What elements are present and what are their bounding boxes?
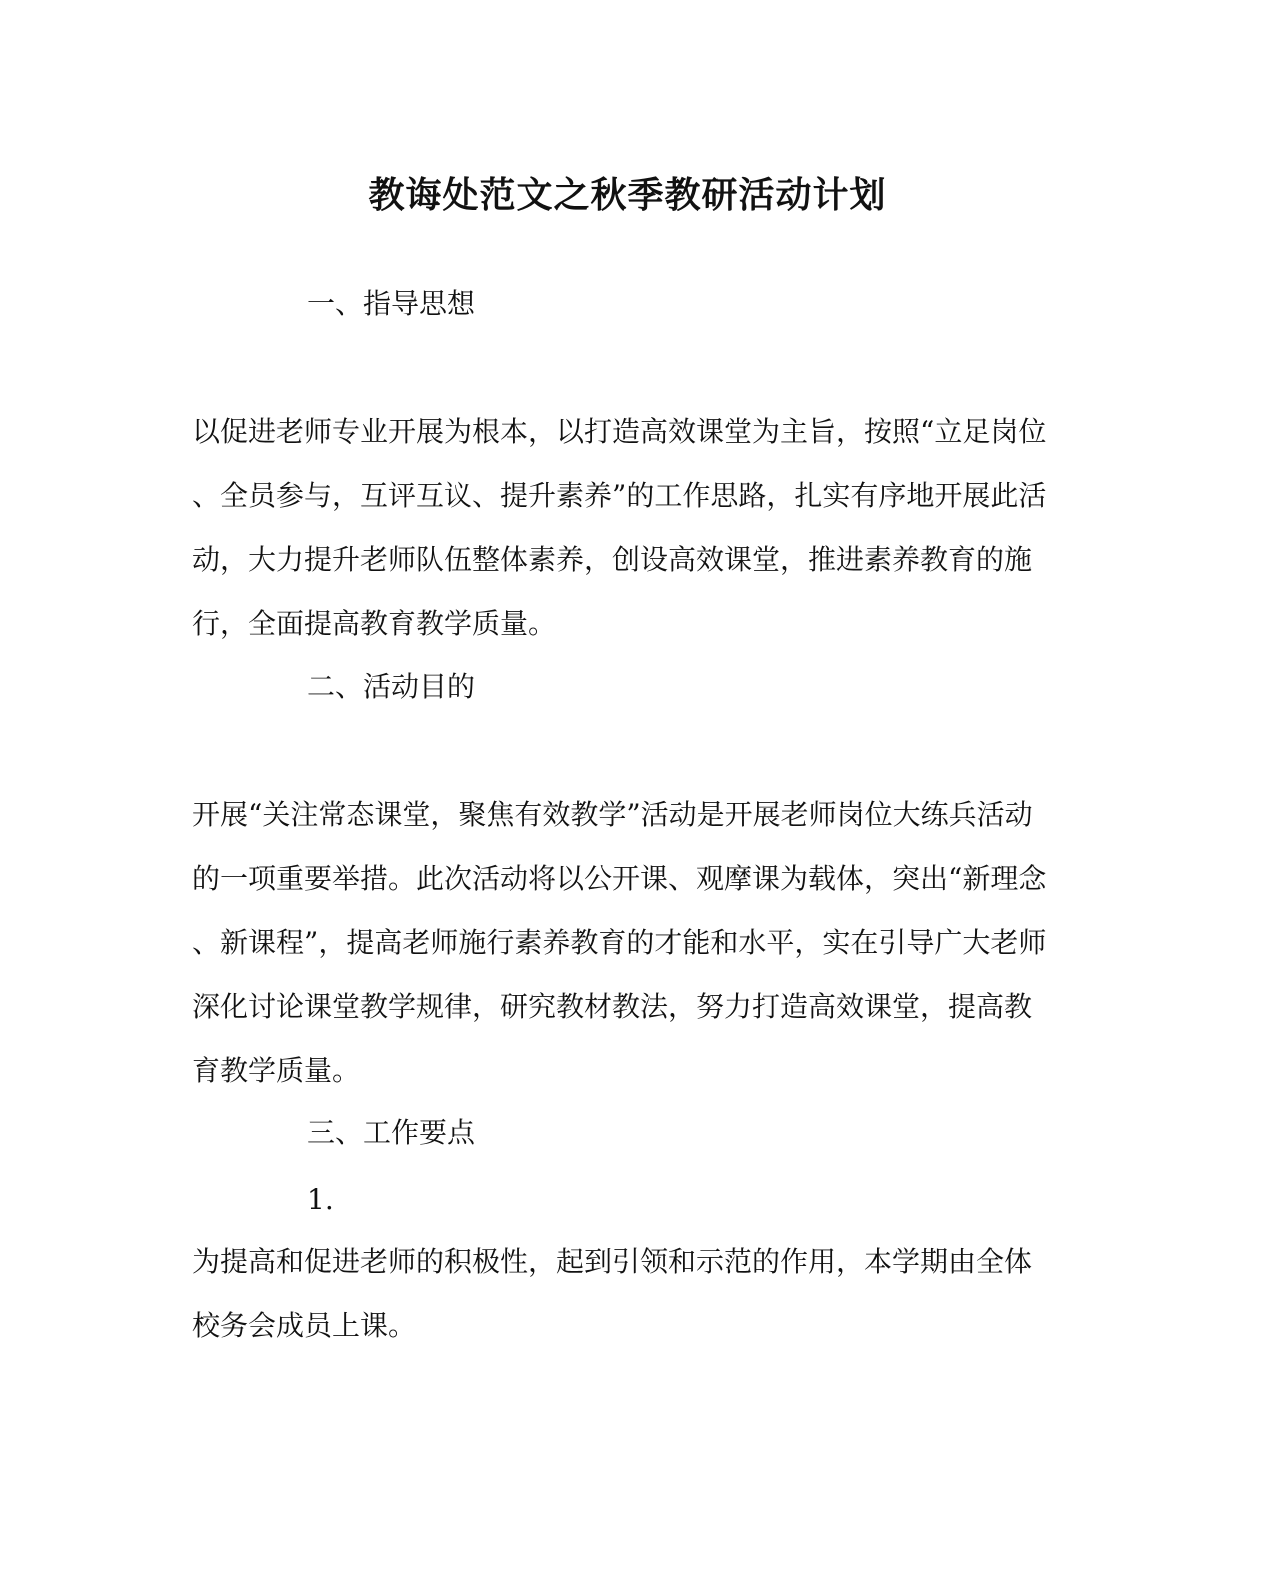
paragraph-line: 深化讨论课堂教学规律，研究教材教法，努力打造高效课堂，提高教 [192, 990, 1033, 1023]
paragraph-guiding-ideology [192, 400, 1072, 656]
paragraph-line: 以促进老师专业开展为根本，以打造高效课堂为主旨，按照“立足岗位 [192, 415, 1047, 448]
paragraph-work-points [192, 1230, 1072, 1358]
paragraph-line: 育教学质量。 [192, 1054, 361, 1087]
section-heading-guiding-ideology: 一、指导思想 [307, 287, 476, 320]
document-title: 教诲处范文之秋季教研活动计划 [368, 174, 887, 216]
paragraph-activity-purpose [192, 783, 1072, 1103]
paragraph-line: 的一项重要举措。此次活动将以公开课、观摩课为载体，突出“新理念 [192, 862, 1047, 895]
paragraph-line: 开展“关注常态课堂，聚焦有效教学”活动是开展老师岗位大练兵活动 [192, 798, 1033, 831]
paragraph-line: 行，全面提高教育教学质量。 [192, 607, 557, 640]
paragraph-line: 、新课程”，提高老师施行素养教育的才能和水平，实在引导广大老师 [192, 926, 1047, 959]
paragraph-line: 、全员参与，互评互议、提升素养”的工作思路，扎实有序地开展此活 [192, 479, 1047, 512]
paragraph-line: 为提高和促进老师的积极性，起到引领和示范的作用，本学期由全体 [192, 1245, 1033, 1278]
section-heading-activity-purpose: 二、活动目的 [307, 670, 476, 703]
section-heading-work-points: 三、工作要点 [307, 1116, 476, 1149]
list-item-number: 1. [307, 1183, 334, 1216]
paragraph-line: 动，大力提升老师队伍整体素养，创设高效课堂，推进素养教育的施 [192, 543, 1033, 576]
paragraph-line: 校务会成员上课。 [192, 1309, 417, 1342]
